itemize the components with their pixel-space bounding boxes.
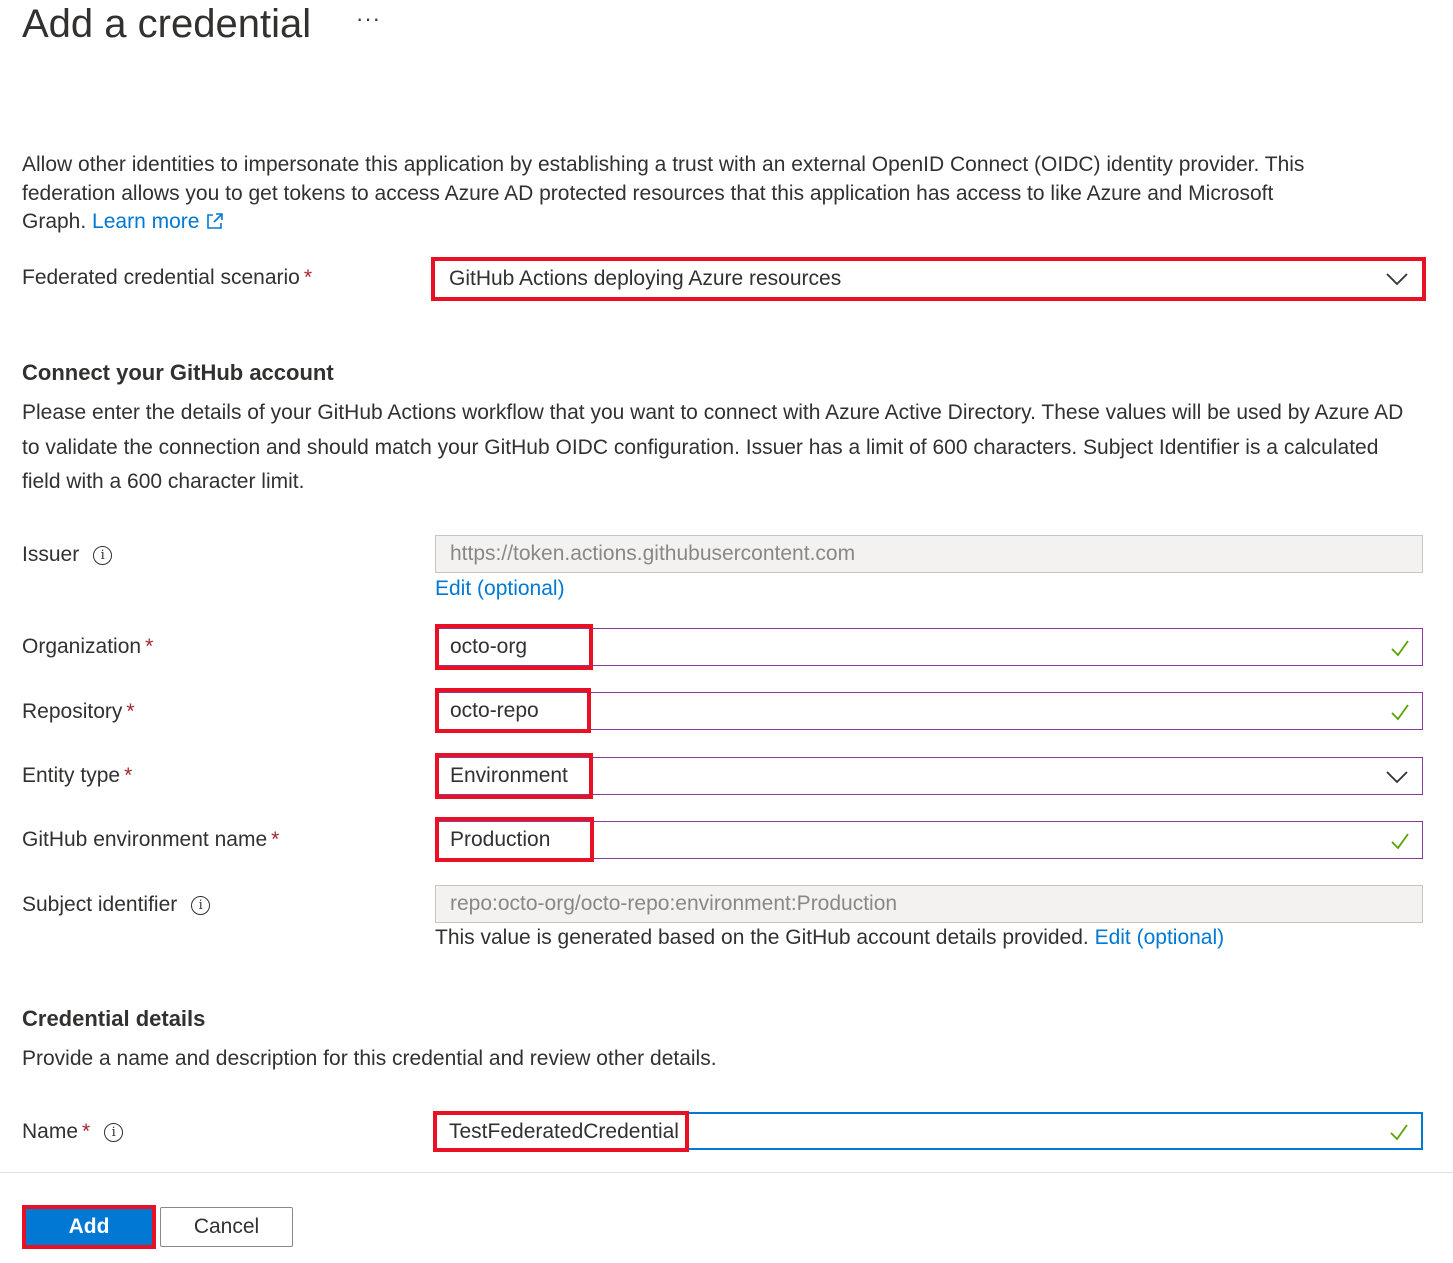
add-button[interactable]: Add <box>22 1205 156 1249</box>
checkmark-icon <box>1390 702 1410 722</box>
chevron-down-icon <box>1386 770 1408 784</box>
intro-text <box>22 151 1342 237</box>
scenario-label: Federated credential scenario * <box>22 266 313 289</box>
environment-name-label: GitHub environment name * <box>22 828 280 851</box>
issuer-input: https://token.actions.githubusercontent.com <box>435 535 1423 573</box>
scenario-value: GitHub Actions deploying Azure resources <box>449 267 842 290</box>
learn-more-link[interactable]: Learn more <box>92 210 225 233</box>
subject-identifier-input: repo:octo-org/octo-repo:environment:Production <box>435 885 1423 923</box>
required-marker: * <box>145 635 154 658</box>
more-options-icon[interactable]: ··· <box>356 6 381 31</box>
github-section-description: Please enter the details of your GitHub Actions workflow that you want to connect with Azure Active Directory. These values will be used by Azure AD to validate the connection and should match your GitHub OIDC configuration. Issuer has a limit of 600 characters. Subject Identifier is a calculated field with a 600 character limit. <box>22 401 1404 493</box>
entity-type-value: Environment <box>450 764 568 787</box>
external-link-icon <box>205 211 225 231</box>
info-icon[interactable]: i <box>93 546 112 565</box>
intro-description: Allow other identities to impersonate this application by establishing a trust with an external OpenID Connect (OIDC) identity provider. This federation allows you to get tokens to access Azure AD protected resources that this application has access to like Azure and Microsoft Graph. <box>22 153 1305 233</box>
cancel-button[interactable]: Cancel <box>160 1207 293 1247</box>
footer-divider <box>0 1172 1453 1173</box>
required-marker: * <box>124 764 133 787</box>
issuer-edit-link[interactable]: Edit (optional) <box>435 577 565 600</box>
checkmark-icon <box>1390 638 1410 658</box>
page-title: Add a credential <box>22 2 312 46</box>
name-highlight <box>433 1111 689 1152</box>
organization-highlight <box>435 624 593 670</box>
checkmark-icon <box>1389 1122 1409 1142</box>
subject-edit-link[interactable]: Edit (optional) <box>1094 926 1225 949</box>
scenario-dropdown[interactable] <box>431 257 1426 301</box>
repository-highlight <box>435 688 591 733</box>
credential-section-heading: Credential details <box>22 1006 206 1031</box>
info-icon[interactable]: i <box>104 1123 123 1142</box>
required-marker: * <box>82 1120 91 1143</box>
environment-name-value: Production <box>450 828 551 851</box>
chevron-down-icon <box>1386 272 1408 286</box>
repository-value: octo-repo <box>450 699 539 722</box>
required-marker: * <box>303 266 313 289</box>
organization-label: Organization * <box>22 635 154 658</box>
checkmark-icon <box>1390 831 1410 851</box>
subject-identifier-label: Subject identifier i <box>22 891 210 919</box>
github-section-heading: Connect your GitHub account <box>22 360 334 385</box>
entity-type-label: Entity type * <box>22 764 133 787</box>
organization-value: octo-org <box>450 635 528 658</box>
name-value: TestFederatedCredential <box>449 1120 679 1143</box>
repository-label: Repository * <box>22 700 135 723</box>
environment-name-highlight <box>435 817 594 862</box>
required-marker: * <box>126 700 135 723</box>
required-marker: * <box>271 828 280 851</box>
subject-identifier-note: This value is generated based on the GitHub account details provided. Edit (optional) <box>435 926 1225 949</box>
credential-section-description: Provide a name and description for this credential and review other details. <box>22 1047 717 1070</box>
issuer-label: Issuer i <box>22 541 112 569</box>
info-icon[interactable]: i <box>191 896 210 915</box>
entity-type-highlight <box>435 753 593 799</box>
name-label: Name * i <box>22 1118 123 1146</box>
